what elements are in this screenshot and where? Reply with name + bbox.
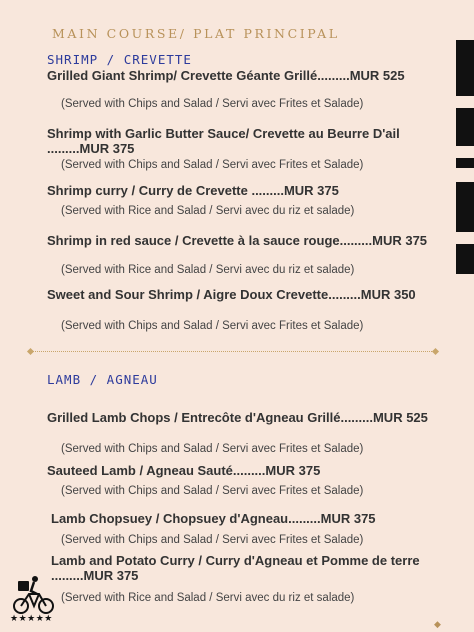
decorative-bar: [456, 158, 474, 168]
menu-item-name: Shrimp with Garlic Butter Sauce/ Crevette au Beurre D'ail .........MUR 375: [47, 126, 400, 156]
page-title: MAIN COURSE/ PLAT PRINCIPAL: [52, 26, 340, 41]
menu-item-name: Grilled Giant Shrimp/ Crevette Géante Grillé.........MUR 525: [47, 68, 405, 83]
menu-item-name: Grilled Lamb Chops / Entrecôte d'Agneau Grillé.........MUR 525: [47, 410, 428, 425]
menu-item-name: Sweet and Sour Shrimp / Aigre Doux Crevette.........MUR 350: [47, 287, 416, 302]
menu-item-note: (Served with Rice and Salad / Servi avec du riz et salade): [61, 592, 355, 604]
menu-item-note: (Served with Chips and Salad / Servi avec Frites et Salade): [61, 98, 364, 110]
menu-item-name: Lamb Chopsuey / Chopsuey d'Agneau.........MUR 375: [51, 511, 376, 526]
decorative-bar: [456, 182, 474, 232]
menu-item-note: (Served with Chips and Salad / Servi avec Frites et Salade): [61, 485, 364, 497]
rating-stars: ★★★★★: [10, 613, 53, 623]
menu-item-note: (Served with Chips and Salad / Servi avec Frites et Salade): [61, 320, 364, 332]
menu-item-name: Lamb and Potato Curry / Curry d'Agneau et Pomme de terre .........MUR 375: [51, 553, 420, 583]
decorative-bar: [456, 108, 474, 146]
menu-item-note: (Served with Chips and Salad / Servi avec Frites et Salade): [61, 534, 364, 546]
menu-item-name: Shrimp curry / Curry de Crevette .........MUR 375: [47, 183, 339, 198]
section-title-shrimp: SHRIMP / CREVETTE: [47, 52, 192, 67]
section-divider: [30, 351, 436, 352]
menu-item-note: (Served with Chips and Salad / Servi avec Frites et Salade): [61, 443, 364, 455]
menu-item-note: (Served with Rice and Salad / Servi avec du riz et salade): [61, 264, 355, 276]
cyclist-delivery-icon: [10, 575, 58, 627]
diamond-ornament-icon: ◆: [434, 619, 441, 629]
menu-item-name: Shrimp in red sauce / Crevette à la sauce rouge.........MUR 375: [47, 233, 428, 248]
menu-item-note: (Served with Rice and Salad / Servi avec du riz et salade): [61, 205, 355, 217]
menu-item-note: (Served with Chips and Salad / Servi avec Frites et Salade): [61, 159, 364, 171]
decorative-bar: [456, 244, 474, 274]
decorative-bar: [456, 40, 474, 96]
section-title-lamb: LAMB / AGNEAU: [47, 372, 158, 387]
menu-item-name: Sauteed Lamb / Agneau Sauté.........MUR 375: [47, 463, 321, 478]
